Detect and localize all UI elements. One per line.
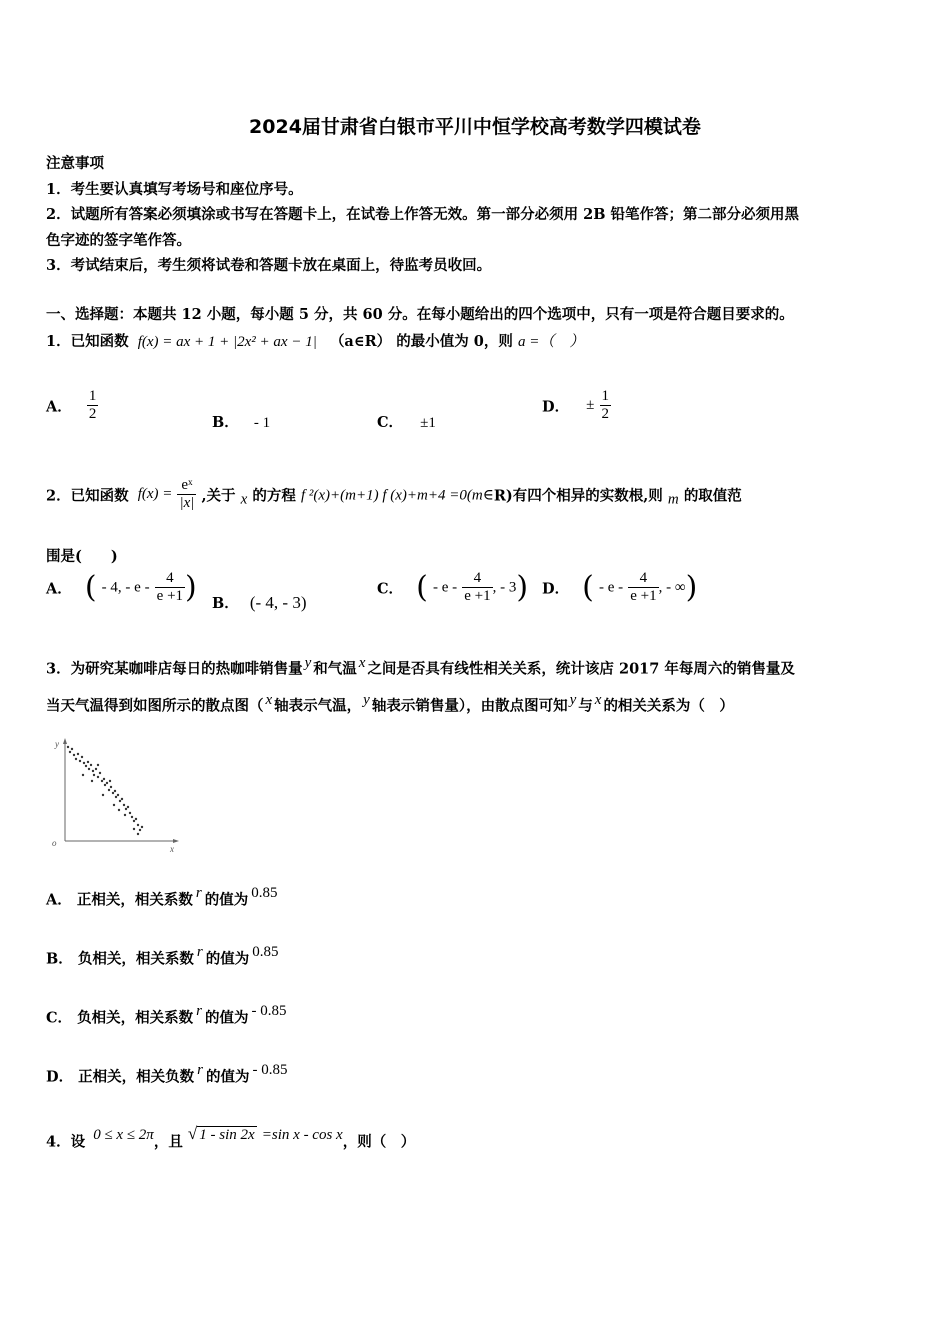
q1-suffix: 的最小值为 0，则 (396, 333, 513, 350)
q3-option-c-value: - 0.85 (251, 1003, 287, 1019)
q3-option-b-label: B． (46, 950, 73, 968)
scatter-point (77, 753, 79, 755)
scatter-point (95, 768, 97, 770)
plot-x-arrow (173, 839, 179, 843)
q2-option-a-value: - 4, - e - (101, 579, 150, 596)
q1-option-c (377, 411, 436, 432)
q1-option-d-den: 2 (601, 406, 609, 423)
scatter-point (81, 756, 83, 758)
scatter-point (121, 798, 123, 800)
scatter-point (103, 778, 105, 780)
q4-rhs: =sin x - cos x (261, 1127, 343, 1143)
q2-option-d-den: e +1 (630, 588, 657, 605)
q1-option-d (542, 388, 611, 424)
q2-f-lhs: f(x) = (137, 486, 173, 503)
q1-option-a-label: A． (46, 398, 72, 416)
q3-option-a (46, 885, 277, 909)
q2-option-c-den: e +1 (464, 588, 491, 605)
plot-y-label: y (55, 739, 59, 749)
q2-option-b-label: B． (212, 595, 239, 612)
scatter-point (112, 792, 114, 794)
q3-option-b-text: 负相关，相关系数 (77, 950, 194, 968)
q2-f-num: eˣ (177, 477, 196, 495)
scatter-point (101, 780, 103, 782)
q2-option-c-num: 4 (462, 570, 492, 588)
scatter-point (71, 748, 73, 750)
q2-option-c-fraction (462, 570, 492, 606)
q1-option-d-fraction (600, 388, 612, 424)
scatter-point (91, 780, 93, 782)
scatter-point (109, 780, 111, 782)
q4-sqrt-body: 1 - sin 2x (199, 1127, 255, 1143)
q3-line1-c: 之间是否具有线性相关关系，统计该店 2017 年每周六的销售量及 (367, 660, 795, 678)
q2-option-c-tail: , - 3 (492, 579, 517, 596)
q3-option-d-label: D． (46, 1068, 74, 1086)
plot-points (67, 746, 143, 835)
q3-line2-a: 当天气温得到如图所示的散点图（ (46, 697, 264, 715)
scatter-point (83, 762, 85, 764)
q3-line2-b: 轴表示气温， (274, 697, 362, 715)
q1-option-a (46, 388, 98, 424)
scatter-point (124, 814, 126, 816)
scatter-point (79, 760, 81, 762)
q2-option-b-value: (- 4, - 3) (249, 593, 307, 612)
q3-option-a-label: A． (46, 891, 72, 909)
q2-prefix: 2．已知函数 (46, 487, 129, 505)
q2-option-d-value: - e - (598, 579, 624, 596)
scatter-point (137, 833, 139, 835)
scatter-point (113, 804, 115, 806)
q4-mid: ，且 (153, 1133, 183, 1151)
plot-y-arrow (63, 738, 67, 744)
q3-option-b-tail: 的值为 (205, 950, 250, 968)
q3-line1-a: 3．为研究某咖啡店每日的热咖啡销售量 (46, 660, 303, 678)
notice-item-1: 1．考生要认真填写考场号和座位序号。 (46, 181, 303, 198)
q3-option-d-value: - 0.85 (252, 1062, 288, 1078)
scatter-point (118, 809, 120, 811)
q2-option-a: A． ( - 4, - e - $\frac{4}{e +1}$ ) (46, 569, 197, 605)
notice-item-2a: 2．试题所有答案必须填涂或书写在答题卡上，在试卷上作答无效。第一部分必须用 2B 铅笔作答；第二部分必须用黑 (46, 206, 800, 223)
q3-line2-var-x2: x (594, 692, 602, 708)
q3-option-c-tail: 的值为 (204, 1009, 249, 1027)
q3-option-d-text: 正相关，相关负数 (78, 1068, 195, 1086)
q3-line2 (46, 692, 734, 715)
q3-option-d-tail: 的值为 (206, 1068, 250, 1086)
page-title: 2024届甘肃省白银市平川中恒学校高考数学四模试卷 (249, 116, 701, 138)
scatter-point (133, 828, 135, 830)
q2-option-c-label: C． (377, 580, 404, 598)
notice-heading: 注意事项 (46, 155, 104, 172)
q3-option-a-value: 0.85 (251, 885, 278, 901)
q3-option-c-var: r (196, 1003, 202, 1019)
q3-option-c-label: C． (46, 1009, 73, 1027)
scatter-point (119, 800, 121, 802)
q3-line2-d: 与 (578, 697, 593, 715)
section-heading: 一、选择题：本题共 12 小题，每小题 5 分，共 60 分。在每小题给出的四个选项中，只有一项是符合题目要求的。 (46, 306, 794, 323)
q3-line2-c: 轴表示销售量），由散点图可知 (371, 697, 568, 715)
q2-f-fraction (177, 477, 196, 513)
q3-option-a-tail: 的值为 (204, 891, 249, 909)
q2-about: ,关于 (201, 487, 236, 505)
scatter-point (127, 806, 129, 808)
scatter-point (88, 768, 90, 770)
q3-line2-var-y2: y (569, 692, 577, 708)
q2-eq-tail: R)有四个相异的实数根,则 (493, 487, 663, 505)
scatter-point (123, 804, 125, 806)
scatter-point (85, 765, 87, 767)
q2-var-m: m (667, 491, 679, 508)
q1-prefix: 1．已知函数 (46, 333, 129, 350)
scatter-point (133, 820, 135, 822)
q3-option-b-var: r (196, 944, 203, 960)
scatter-point (129, 812, 131, 814)
q3-option-c (46, 1003, 286, 1027)
q1-option-b-label: B． (212, 414, 239, 431)
sqrt-icon: √ (187, 1124, 198, 1143)
scatter-point (137, 824, 139, 826)
q3-option-b-value: 0.85 (252, 944, 279, 960)
scatter-point (73, 754, 75, 756)
scatter-point (97, 764, 99, 766)
q2-eq-label: 的方程 (252, 487, 296, 505)
q2-equation: f ²(x)+(m+1) f (x)+m+4 =0(m∈ (300, 487, 494, 504)
q2-option-c: C． ( - e - $\frac{4}{e +1}$ , - 3) (377, 569, 529, 605)
scatter-point (135, 818, 137, 820)
scatter-point (114, 790, 116, 792)
question-4 (46, 1124, 415, 1151)
scatter-point (67, 746, 69, 748)
q2-var-x: x (240, 491, 248, 508)
q3-option-c-text: 负相关，相关系数 (77, 1009, 194, 1027)
scatter-point (93, 774, 95, 776)
scatter-point (141, 826, 143, 828)
scatter-point (97, 776, 99, 778)
q1-option-a-num: 1 (87, 388, 99, 406)
q3-option-a-var: r (195, 885, 202, 901)
q3-var-x: x (358, 655, 366, 671)
q2-suffix: 的取值范 (683, 487, 742, 505)
q1-option-d-label: D． (542, 398, 570, 416)
scatter-point (131, 816, 133, 818)
question-1 (46, 330, 584, 351)
scatter-point (125, 808, 127, 810)
scatter-point (75, 758, 77, 760)
scatter-point (106, 782, 108, 784)
scatter-plot (48, 735, 183, 855)
q1-option-a-fraction (87, 388, 99, 424)
scatter-point (99, 772, 101, 774)
q3-option-b (46, 944, 278, 968)
q2-option-d-fraction (628, 570, 658, 606)
q3-line2-var-y: y (363, 692, 370, 708)
scatter-point (87, 761, 89, 763)
q3-option-d-var: r (197, 1062, 204, 1078)
q1-option-d-num: 1 (600, 388, 612, 406)
scatter-point (92, 770, 94, 772)
q3-option-a-text: 正相关，相关系数 (76, 891, 193, 909)
scatter-point (117, 794, 119, 796)
scatter-point (69, 751, 71, 753)
question-2 (46, 477, 742, 513)
notice-item-2b: 色字迹的签字笔作答。 (46, 232, 191, 249)
plot-origin-label: o (52, 838, 57, 848)
scatter-point (139, 829, 141, 831)
q4-range: 0 ≤ x ≤ 2π (93, 1127, 154, 1143)
q2-f-den: |x| (179, 495, 195, 512)
scatter-point (104, 784, 106, 786)
q4-prefix: 4．设 (46, 1133, 86, 1151)
q1-ask: a =（ ） (517, 334, 585, 350)
scatter-point (82, 774, 84, 776)
q1-option-d-sign: ± (586, 397, 595, 414)
q1-option-c-label: C． (377, 414, 404, 431)
q3-line2-e: 的相关关系为（ ） (603, 697, 734, 715)
q1-formula: f(x) = ax + 1 + |2x² + ax − 1| (137, 334, 317, 350)
q2-option-d-num: 4 (628, 570, 658, 588)
q4-suffix: ，则（ ） (342, 1133, 416, 1151)
q1-condition: （a∈R） (329, 333, 392, 350)
q1-option-b-value: - 1 (253, 415, 271, 431)
q3-option-d (46, 1062, 288, 1086)
q3-line1-b: 和气温 (313, 660, 357, 678)
q2-option-d-tail: , - ∞ (658, 579, 686, 596)
plot-x-label: x (170, 844, 174, 854)
q1-option-c-value: ±1 (420, 415, 436, 431)
q3-var-y: y (304, 655, 312, 671)
q2-option-a-label: A． (46, 580, 72, 598)
q2-option-d: D． ( - e - $\frac{4}{e +1}$ , - ∞) (542, 569, 698, 605)
scatter-point (115, 796, 117, 798)
scatter-point (108, 789, 110, 791)
q2-option-a-den: e +1 (156, 588, 184, 605)
q2-option-a-num: 4 (155, 570, 185, 588)
q2-option-b (212, 592, 307, 613)
q1-option-b (212, 411, 270, 432)
q2-line2: 围是( ) (46, 548, 118, 565)
q3-line1 (46, 655, 795, 678)
scatter-point (90, 764, 92, 766)
scatter-point (102, 794, 104, 796)
q1-option-a-den: 2 (88, 406, 97, 423)
q2-option-c-value: - e - (432, 579, 458, 596)
q2-option-a-fraction (155, 570, 185, 606)
scatter-point (110, 786, 112, 788)
q2-option-d-label: D． (542, 580, 570, 598)
notice-item-3: 3．考试结束后，考生须将试卷和答题卡放在桌面上，待监考员收回。 (46, 257, 492, 274)
q3-line2-var-x: x (265, 692, 273, 708)
